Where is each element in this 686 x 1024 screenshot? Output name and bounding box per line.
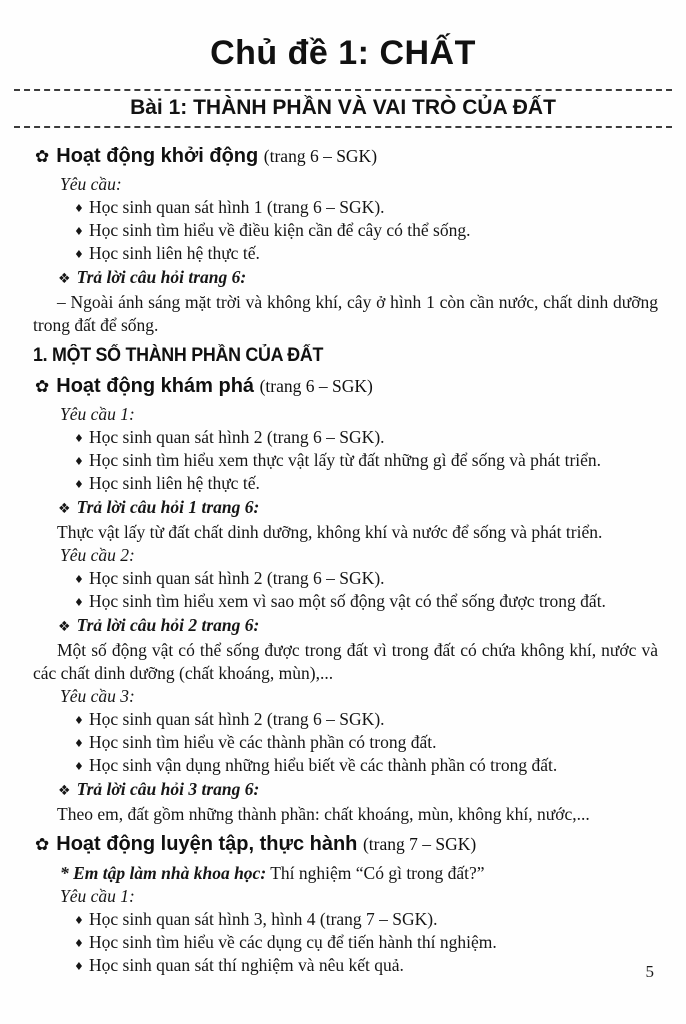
- bullet-item: [33, 196, 658, 219]
- bullet-item: [33, 242, 658, 265]
- bullet-text: Học sinh quan sát hình 2 (trang 6 – SGK).: [89, 709, 385, 729]
- answer-heading: [58, 495, 658, 521]
- bullet-icon: ♦: [74, 225, 84, 238]
- bullet-text: Học sinh tìm hiểu về các dụng cụ để tiến hành thí nghiệm.: [89, 932, 497, 952]
- answer-heading-text: Trả lời câu hỏi 1 trang 6:: [76, 497, 260, 517]
- answer-heading-text: Trả lời câu hỏi 2 trang 6:: [76, 615, 260, 635]
- bullet-text: Học sinh quan sát hình 2 (trang 6 – SGK).: [89, 427, 385, 447]
- note-lead: * Em tập làm nhà khoa học:: [60, 863, 267, 883]
- bullet-item: [33, 567, 658, 590]
- activity-ref: (trang 7 – SGK): [362, 834, 477, 854]
- bullet-text: Học sinh quan sát hình 2 (trang 6 – SGK).: [89, 568, 385, 588]
- bullet-text: Học sinh liên hệ thực tế.: [89, 473, 260, 493]
- bullet-text: Học sinh quan sát hình 3, hình 4 (trang 7 – SGK).: [89, 909, 438, 929]
- answer-heading: [58, 613, 658, 639]
- bullet-text: Học sinh liên hệ thực tế.: [89, 243, 260, 263]
- section-heading: 1. MỘT SỐ THÀNH PHẦN CỦA ĐẤT: [33, 345, 324, 366]
- paragraph: Một số động vật có thể sống được trong đất vì trong đất có chứa không khí, nước và các chất dinh dưỡng (chất khoáng, mùn),...: [33, 640, 658, 683]
- bullet-item: [33, 731, 658, 754]
- answer-heading-text: Trả lời câu hỏi trang 6:: [76, 267, 247, 287]
- bullet-text: Học sinh tìm hiểu xem vì sao một số động vật có thể sống được trong đất.: [89, 591, 606, 611]
- bullet-item: [33, 954, 658, 977]
- bullet-icon: ♦: [74, 596, 84, 609]
- bullet-icon: ♦: [74, 478, 84, 491]
- bullet-item: [33, 590, 658, 613]
- answer-heading: [58, 777, 658, 803]
- bullet-text: Học sinh tìm hiểu xem thực vật lấy từ đất những gì để sống và phát triển.: [89, 450, 602, 470]
- paragraph: Theo em, đất gồm những thành phần: chất khoáng, mùn, không khí, nước,...: [57, 804, 590, 824]
- activity-heading: [35, 831, 658, 858]
- requirement-label: Yêu cầu 2:: [60, 545, 135, 565]
- answer-heading: [58, 265, 658, 291]
- bullet-item: [33, 219, 658, 242]
- page-number: 5: [645, 962, 654, 981]
- page-title: Chủ đề 1: CHẤT: [210, 34, 476, 72]
- answer-diamond-icon: ❖: [58, 783, 71, 799]
- lesson-header-text: Bài 1: THÀNH PHẦN VÀ VAI TRÒ CỦA ĐẤT: [130, 96, 556, 119]
- requirement-label: Yêu cầu 1:: [60, 404, 135, 424]
- bullet-item: [33, 708, 658, 731]
- bullet-icon: ♦: [74, 455, 84, 468]
- flower-icon: ✿: [35, 377, 50, 397]
- answer-diamond-icon: ❖: [58, 271, 71, 287]
- bullet-icon: ♦: [74, 432, 84, 445]
- bullet-text: Học sinh vận dụng những hiểu biết về các thành phần có trong đất.: [89, 755, 558, 775]
- bullet-text: Học sinh quan sát thí nghiệm và nêu kết quả.: [89, 955, 404, 975]
- flower-icon: ✿: [35, 835, 50, 855]
- bullet-icon: ♦: [74, 914, 84, 927]
- answer-diamond-icon: ❖: [58, 619, 71, 635]
- paragraph: Thực vật lấy từ đất chất dinh dưỡng, không khí và nước để sống và phát triển.: [57, 522, 603, 542]
- flower-icon: ✿: [35, 147, 50, 167]
- requirement-label: Yêu cầu:: [60, 174, 122, 194]
- bullet-item: [33, 472, 658, 495]
- bullet-icon: ♦: [74, 248, 84, 261]
- activity-label: Hoạt động luyện tập, thực hành: [56, 833, 358, 855]
- bullet-icon: ♦: [74, 573, 84, 586]
- activity-label: Hoạt động khám phá: [56, 375, 255, 397]
- note-text: Thí nghiệm “Có gì trong đất?”: [270, 863, 485, 883]
- bullet-icon: ♦: [74, 737, 84, 750]
- bullet-text: Học sinh tìm hiểu về các thành phần có trong đất.: [89, 732, 437, 752]
- activity-ref: (trang 6 – SGK): [259, 376, 373, 396]
- bullet-item: [33, 449, 658, 472]
- activity-ref: (trang 6 – SGK): [263, 146, 378, 166]
- bullet-item: [33, 754, 658, 777]
- activity-heading: [35, 373, 658, 400]
- bullet-icon: ♦: [74, 937, 84, 950]
- paragraph: – Ngoài ánh sáng mặt trời và không khí, cây ở hình 1 còn cần nước, chất dinh dưỡng trong đất để sống.: [33, 292, 658, 335]
- bullet-icon: ♦: [74, 960, 84, 973]
- bullet-item: [33, 908, 658, 931]
- bullet-icon: ♦: [74, 202, 84, 215]
- lesson-header: [14, 89, 672, 128]
- bullet-text: Học sinh tìm hiểu về điều kiện cần để cây có thể sống.: [89, 220, 471, 240]
- bullet-item: [33, 931, 658, 954]
- bullet-item: [33, 426, 658, 449]
- activity-heading: [35, 143, 658, 170]
- bullet-text: Học sinh quan sát hình 1 (trang 6 – SGK).: [89, 197, 385, 217]
- bullet-icon: ♦: [74, 760, 84, 773]
- bullet-icon: ♦: [74, 714, 84, 727]
- page-content: [0, 128, 686, 977]
- answer-heading-text: Trả lời câu hỏi 3 trang 6:: [76, 779, 260, 799]
- requirement-label: Yêu cầu 1:: [60, 886, 135, 906]
- activity-label: Hoạt động khởi động: [56, 145, 259, 167]
- note-line: [60, 861, 658, 885]
- answer-diamond-icon: ❖: [58, 501, 71, 517]
- requirement-label: Yêu cầu 3:: [60, 686, 135, 706]
